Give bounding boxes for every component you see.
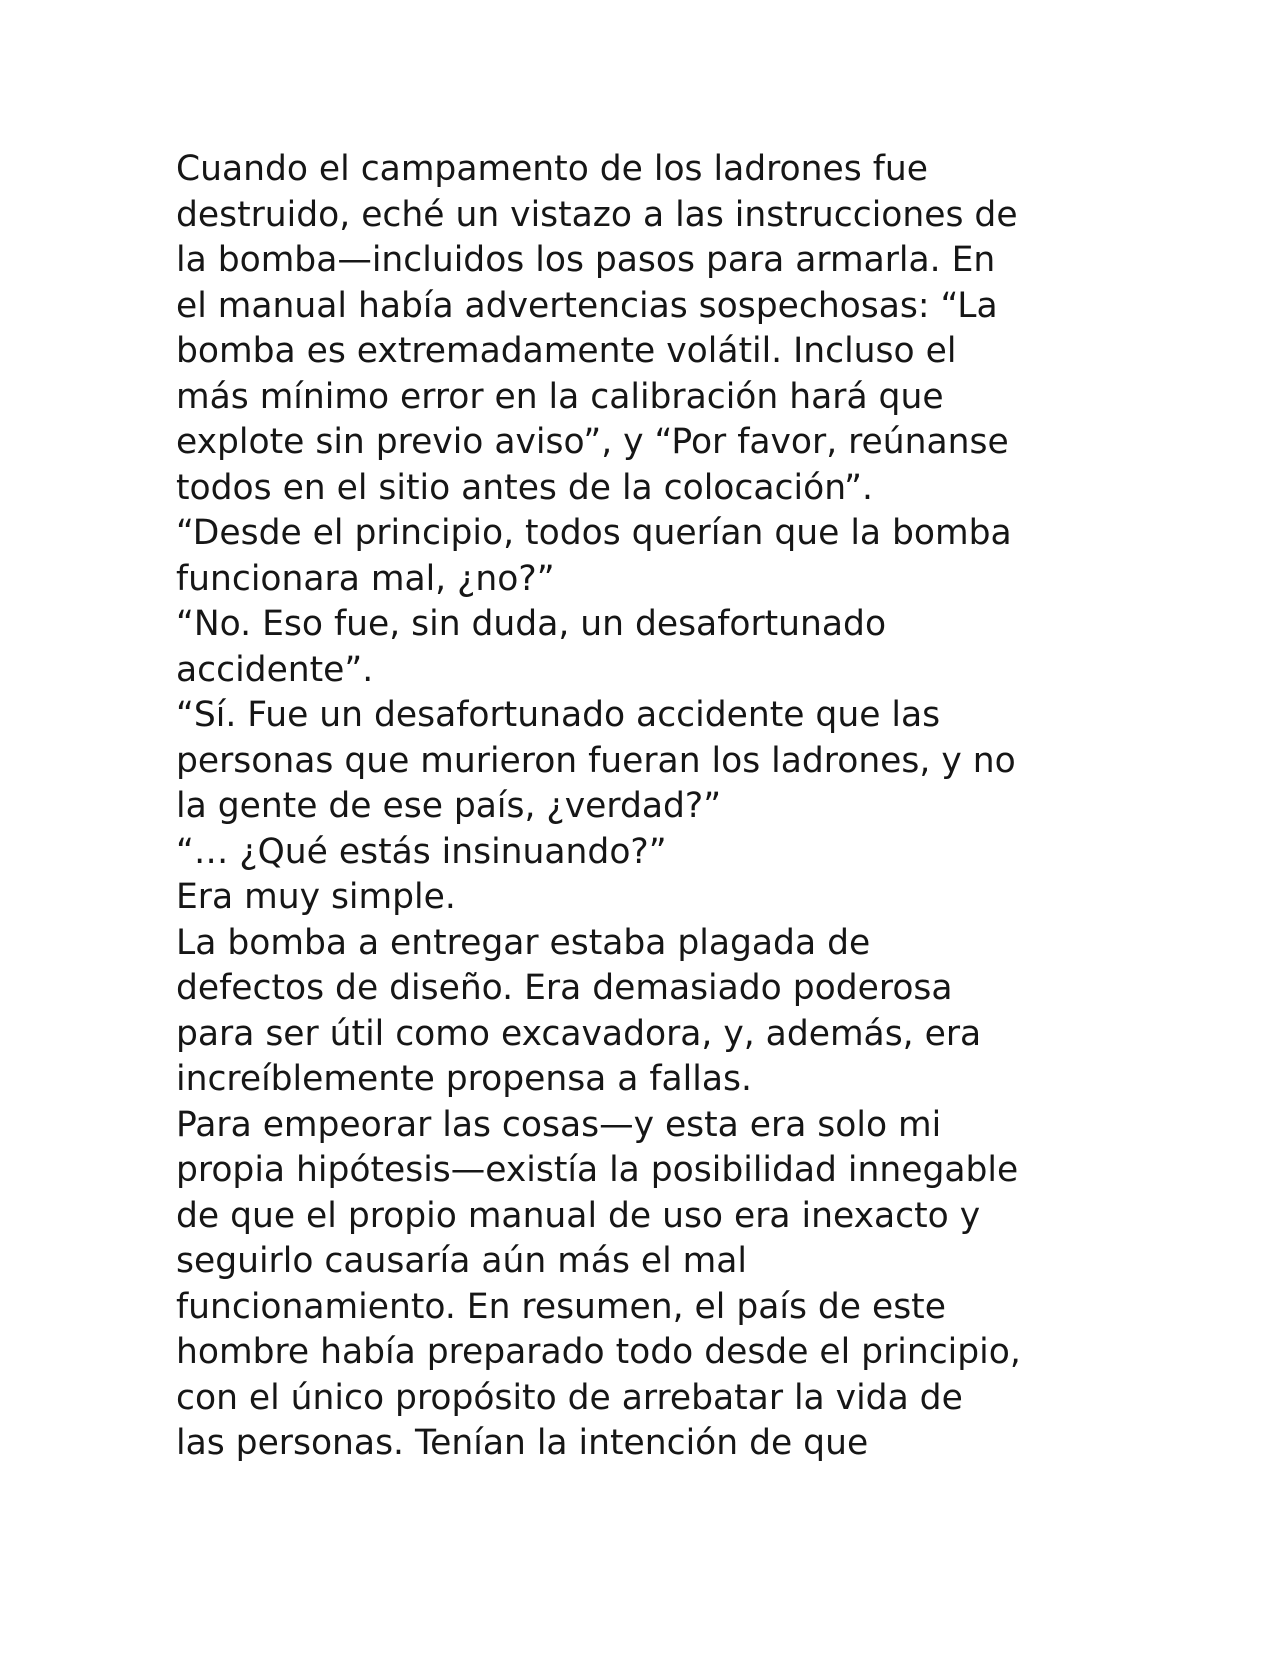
- body-text: [176, 147, 1136, 1467]
- paragraph-4: “Sí. Fue un desafortunado accidente que las personas que murieron fueran los ladrones, y no la gente de ese país, ¿verdad?”: [176, 695, 1016, 826]
- paragraph-7: La bomba a entregar estaba plagada de defectos de diseño. Era demasiado poderosa para ser útil como excavadora, y, además, era increíblemente propensa a fallas.: [176, 922, 982, 1099]
- paragraph-3: “No. Eso fue, sin duda, un desafortunado accidente”.: [176, 604, 887, 690]
- paragraph-1: Cuando el campamento de los ladrones fue destruido, eché un vistazo a las instrucciones de la bomba—incluidos los pasos para armarla. En el manual había advertencias sospechosas: “La bomba es extremadamente volátil. Incluso el más mínimo error en la calibración hará que explote sin previo aviso”, y “Por favor, reúnanse todos en el sitio antes de la colocación”.: [176, 149, 1018, 508]
- paragraph-8: Para empeorar las cosas—y esta era solo mi propia hipótesis—existía la posibilidad innegable de que el propio manual de uso era inexacto y seguirlo causaría aún más el mal funcionamiento. En resumen, el país de este hombre había preparado todo desde el principio, con el único propósito de arrebatar la vida de las personas. Tenían la intención de que: [176, 1104, 1021, 1463]
- paragraph-2: “Desde el principio, todos querían que la bomba funcionara mal, ¿no?”: [176, 513, 1012, 599]
- paragraph-6: Era muy simple.: [176, 877, 456, 917]
- paragraph-5: “… ¿Qué estás insinuando?”: [176, 831, 667, 872]
